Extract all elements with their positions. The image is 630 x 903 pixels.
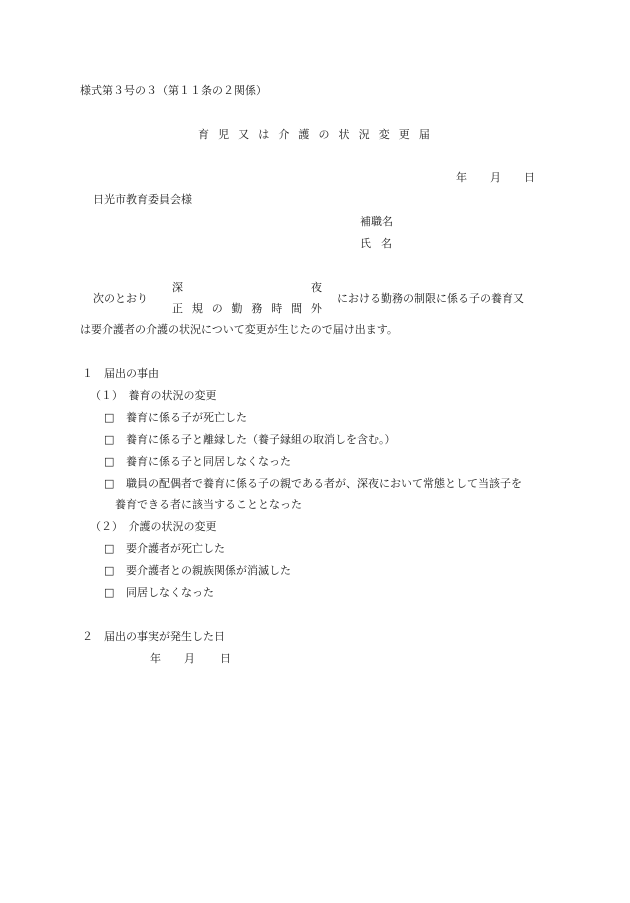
intro-line2: は要介護者の介護の状況について変更が生じたので届け出ます。 — [80, 323, 398, 336]
event-date-day-label: 日 — [220, 652, 231, 665]
title-char: 護 — [298, 128, 310, 141]
section1-heading: １ 届出の事由 — [82, 367, 159, 380]
position-label: 補職名 — [360, 215, 393, 228]
intro-bottom-char: 規 — [191, 302, 203, 315]
group1-heading: （１） 養育の状況の変更 — [90, 389, 217, 402]
option-label: 養育に係る子と離縁した（養子縁組の取消しを含む。） — [126, 433, 396, 446]
name-label-char: 名 — [381, 237, 392, 250]
title-char: 況 — [358, 128, 370, 141]
event-date-year-label: 年 — [150, 652, 161, 665]
title-char: 状 — [338, 128, 350, 141]
title-char: は — [258, 128, 270, 141]
addressee: 日光市教育委員会様 — [93, 193, 192, 206]
document-title — [198, 128, 430, 141]
option-label-continuation: 養育できる者に該当することとなった — [115, 498, 302, 511]
intro-bottom-char: 時 — [271, 302, 283, 315]
title-char: 変 — [378, 128, 390, 141]
intro-bottom-char: 外 — [310, 302, 322, 315]
intro-bottom-char: の — [211, 302, 223, 315]
intro-top-char: 深 — [172, 281, 183, 294]
option-label: 要介護者との親族関係が消滅した — [126, 564, 291, 577]
intro-top-line — [172, 281, 322, 294]
title-char: 児 — [218, 128, 230, 141]
intro-bottom-char: 務 — [251, 302, 263, 315]
option-label: 養育に係る子が死亡した — [126, 411, 247, 424]
form-number: 様式第３号の３（第１１条の２関係） — [80, 84, 267, 97]
event-date-month-label: 月 — [184, 652, 195, 665]
checkbox[interactable]: □ — [104, 477, 115, 490]
intro-bottom-char: 勤 — [231, 302, 243, 315]
option-label: 職員の配偶者で養育に係る子の親である者が、深夜において常態として当該子を — [126, 477, 522, 490]
group2-heading: （２） 介護の状況の変更 — [90, 520, 217, 533]
date-month-label: 月 — [490, 171, 501, 184]
checkbox[interactable]: □ — [104, 542, 115, 555]
title-char: 届 — [418, 128, 430, 141]
checkbox[interactable]: □ — [104, 455, 115, 468]
option-label: 養育に係る子と同居しなくなった — [126, 455, 291, 468]
title-char: 育 — [198, 128, 209, 141]
section2-heading: ２ 届出の事実が発生した日 — [82, 630, 225, 643]
date-year-label: 年 — [456, 171, 467, 184]
checkbox[interactable]: □ — [104, 564, 115, 577]
name-label — [360, 237, 392, 250]
option-label: 同居しなくなった — [126, 586, 214, 599]
date-day-label: 日 — [524, 171, 535, 184]
title-char: 更 — [398, 128, 410, 141]
intro-tail: における勤務の制限に係る子の養育又 — [337, 292, 524, 305]
intro-bottom-char: 間 — [291, 302, 303, 315]
checkbox[interactable]: □ — [104, 411, 115, 424]
intro-top-char: 夜 — [311, 281, 322, 294]
title-char: 介 — [278, 128, 290, 141]
intro-bottom-char: 正 — [172, 302, 183, 315]
intro-lead: 次のとおり — [93, 292, 148, 305]
intro-bottom-line — [172, 302, 322, 315]
name-label-char: 氏 — [360, 237, 371, 250]
checkbox[interactable]: □ — [104, 433, 115, 446]
checkbox[interactable]: □ — [104, 586, 115, 599]
title-char: の — [318, 128, 330, 141]
title-char: 又 — [238, 128, 250, 141]
option-label: 要介護者が死亡した — [126, 542, 225, 555]
